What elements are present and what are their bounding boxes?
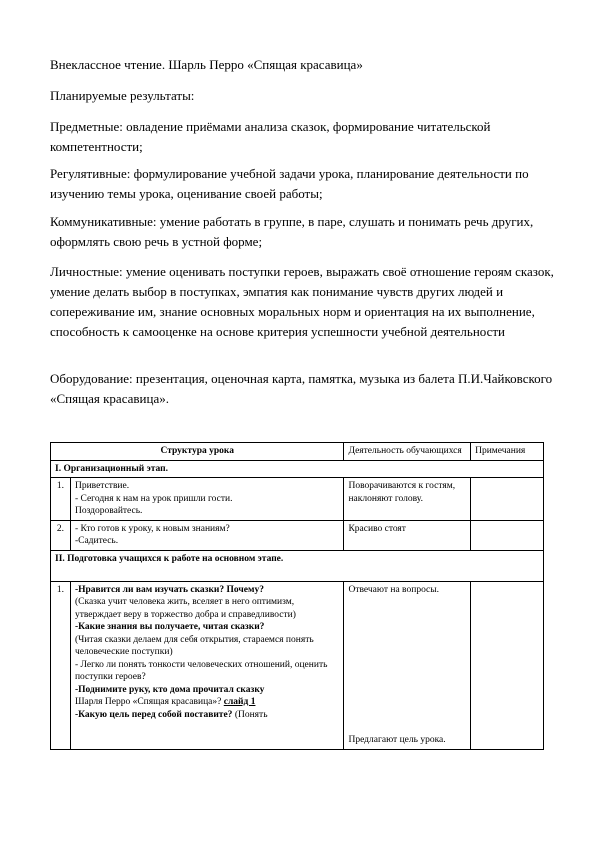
row-structure [70, 520, 344, 550]
row-notes [471, 520, 544, 550]
row-line: Приветствие. [74, 481, 130, 491]
row-activity [344, 581, 471, 749]
regulatory-results: Регулятивные: формулирование учебной задачи урока, планирование деятельности по изучению темы урока, оценивание своей работы; [50, 166, 529, 201]
header-notes: Примечания [471, 443, 544, 461]
row-line: -Садитесь. [74, 536, 119, 546]
row-structure [70, 581, 344, 749]
activity-text: Отвечают на вопросы. [348, 584, 440, 595]
stage-row [51, 550, 544, 581]
slide-reference: слайд 1 [223, 697, 256, 707]
activity-text: Предлагают цель урока. [348, 735, 446, 745]
row-notes [471, 478, 544, 521]
row-line: Поздоровайтесь. [74, 506, 143, 516]
row-number: 1. [51, 581, 71, 749]
row-activity: Поворачиваются к гостям, наклоняют голову. [344, 478, 471, 521]
row-line: - Сегодня к нам на урок пришли гости. [74, 493, 233, 504]
header-structure: Структура урока [51, 443, 344, 461]
table-row [51, 581, 544, 749]
table-row [51, 478, 544, 521]
lesson-title: Внеклассное чтение. Шарль Перро «Спящая красавица» [50, 57, 363, 72]
table-header-row [51, 443, 544, 461]
stage-row [51, 460, 544, 478]
header-activity: Деятельность обучающихся [344, 443, 471, 461]
equipment: Оборудование: презентация, оценочная карта, памятка, музыка из балета П.И.Чайковского «Спящая красавица». [50, 371, 553, 406]
personal-results: Личностные: умение оценивать поступки героев, выражать своё отношение героям сказок, умение делать выбор в поступках, эмпатия как понимание чувств других людей и сопереживание им, знание основных моральных норм и ориентация на их выполнение, способность к самооценке на основе критерия успешности учебной деятельности [50, 264, 554, 339]
question [75, 709, 340, 722]
lesson-structure-table [50, 442, 544, 750]
answer: - Легко ли понять тонкости человеческих отношений, оценить поступки героев? [74, 659, 328, 682]
communicative-results: Коммуникативные: умение работать в группе, в паре, слушать и понимать речь других, оформлять свою речь в устной форме; [50, 214, 534, 249]
question: -Какие знания вы получаете, читая сказки? [74, 622, 265, 632]
question-text: (Понять [232, 709, 268, 720]
row-line: - Кто готов к уроку, к новым знаниям? [74, 523, 230, 534]
answer: (Читая сказки делаем для себя открытия, стараемся понять человеческие поступки) [74, 634, 314, 657]
question: -Поднимите руку, кто дома прочитал сказку [74, 684, 265, 695]
table-row [51, 520, 544, 550]
subject-results: Предметные: овладение приёмами анализа сказок, формирование читательской компетентности; [50, 119, 491, 154]
answer: (Сказка учит человека жить, вселяет в него оптимизм, утверждает веру в торжество добра и справедливости) [74, 597, 296, 620]
question-text: Шарля Перро «Спящая красавица»? [74, 697, 222, 707]
stage-2-title: II. Подготовка учащихся к работе на основном этапе. [51, 550, 544, 581]
question [75, 696, 340, 709]
row-activity: Красиво стоят [344, 520, 471, 550]
row-notes [471, 581, 544, 749]
question: -Нравится ли вам изучать сказки? Почему? [74, 584, 264, 595]
stage-1-title: I. Организационный этап. [51, 460, 544, 478]
planned-results-heading: Планируемые результаты: [50, 88, 195, 103]
row-structure [70, 478, 344, 521]
question-text: -Какую цель перед собой поставите? [74, 709, 233, 720]
row-number: 1. [51, 478, 71, 521]
row-number: 2. [51, 520, 71, 550]
